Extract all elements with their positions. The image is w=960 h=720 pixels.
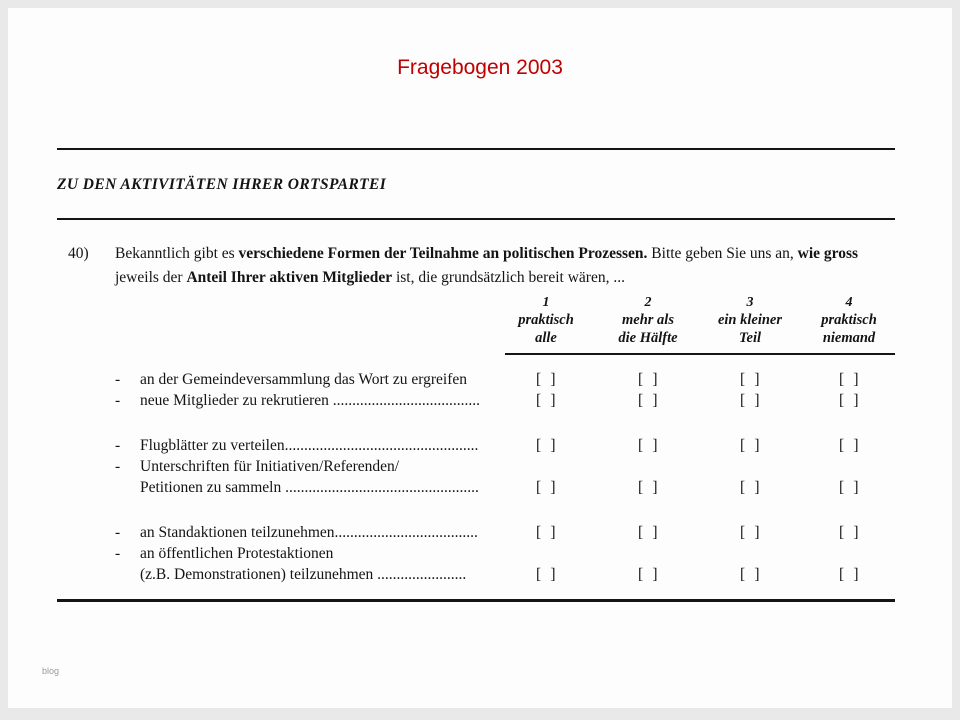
column-label-2-line1: mehr als <box>622 312 674 328</box>
question-text-segment: ist, die grundsätzlich bereit wären, ... <box>392 269 625 286</box>
question-text-segment-bold: verschiedene Formen der Teilnahme an politischen Prozessen. <box>238 245 648 262</box>
column-header-4 <box>801 294 897 347</box>
checkbox-col2[interactable]: [ ] <box>637 524 659 541</box>
checkbox-col1[interactable]: [ ] <box>535 371 557 388</box>
checkbox-col2[interactable]: [ ] <box>637 392 659 409</box>
table-row <box>57 543 895 564</box>
table-row <box>57 390 895 411</box>
checkbox-col2[interactable]: [ ] <box>637 437 659 454</box>
row-dash: - <box>115 524 121 541</box>
question-text-segment: jeweils der <box>115 269 187 286</box>
column-number-3: 3 <box>746 295 754 310</box>
divider-bottom <box>57 599 895 602</box>
checkbox-col3[interactable]: [ ] <box>739 524 761 541</box>
column-header-1 <box>495 294 597 347</box>
column-label-4-line2: niemand <box>822 330 876 346</box>
row-dash <box>115 477 140 498</box>
row-dash: - <box>115 437 121 454</box>
column-header-2 <box>597 294 699 347</box>
checkbox-col3[interactable]: [ ] <box>739 566 761 583</box>
table-row <box>57 456 895 477</box>
checkbox-col4[interactable]: [ ] <box>838 371 860 388</box>
divider-top <box>57 148 895 150</box>
row-label: neue Mitglieder zu rekrutieren ...................................... <box>140 392 481 409</box>
row-label: Petitionen zu sammeln .................................................. <box>140 479 479 496</box>
question-text-segment: Bekanntlich gibt es <box>115 245 239 262</box>
row-dash: - <box>115 371 121 388</box>
question-text <box>115 242 867 290</box>
answer-scale-header <box>57 294 895 347</box>
checkbox-col3[interactable]: [ ] <box>739 479 761 496</box>
checkbox-col4[interactable]: [ ] <box>838 524 860 541</box>
row-label: an Standaktionen teilzunehmen..................................... <box>140 524 478 541</box>
checkbox-col2[interactable]: [ ] <box>637 566 659 583</box>
column-header-3 <box>699 294 801 347</box>
question-40 <box>57 242 895 290</box>
row-dash: - <box>115 545 121 562</box>
row-dash: - <box>115 392 121 409</box>
table-row <box>57 369 895 390</box>
section-heading: ZU DEN AKTIVITÄTEN IHRER ORTSPARTEI <box>57 176 387 193</box>
row-label: (z.B. Demonstrationen) teilzunehmen ....................... <box>140 566 467 583</box>
column-label-1-line2: alle <box>535 330 557 346</box>
row-label: Unterschriften für Initiativen/Referenden/ <box>140 458 400 475</box>
column-number-2: 2 <box>644 295 652 310</box>
table-row <box>57 477 895 498</box>
checkbox-col4[interactable]: [ ] <box>838 437 860 454</box>
row-dash <box>115 564 140 585</box>
checkbox-col1[interactable]: [ ] <box>535 479 557 496</box>
checkbox-col2[interactable]: [ ] <box>637 371 659 388</box>
question-text-segment-bold: wie gross <box>797 245 859 262</box>
row-dash: - <box>115 458 121 475</box>
row-label: an öffentlichen Protestaktionen <box>140 545 334 562</box>
checkbox-col1[interactable]: [ ] <box>535 392 557 409</box>
divider-under-scale <box>505 353 895 355</box>
row-label: Flugblätter zu verteilen.................................................. <box>140 437 479 454</box>
table-row <box>57 435 895 456</box>
checkbox-col1[interactable]: [ ] <box>535 566 557 583</box>
question-number: 40) <box>68 245 89 262</box>
table-row <box>57 522 895 543</box>
watermark-text: blog <box>42 666 60 676</box>
column-label-1-line1: praktisch <box>518 312 574 328</box>
slide-page <box>8 8 952 708</box>
column-label-4-line1: praktisch <box>821 312 877 328</box>
checkbox-col1[interactable]: [ ] <box>535 437 557 454</box>
column-label-3-line1: ein kleiner <box>717 312 783 328</box>
checkbox-col4[interactable]: [ ] <box>838 392 860 409</box>
questionnaire-document <box>57 8 895 602</box>
divider-under-heading <box>57 218 895 220</box>
question-text-segment-bold: Anteil Ihrer aktiven Mitglieder <box>186 269 393 286</box>
header-spacer <box>115 294 495 347</box>
column-label-2-line2: die Hälfte <box>618 330 678 346</box>
column-number-4: 4 <box>845 295 853 310</box>
column-number-1: 1 <box>542 295 550 310</box>
table-row <box>57 564 895 585</box>
question-text-segment: Bitte geben Sie uns an, <box>647 245 798 262</box>
checkbox-col4[interactable]: [ ] <box>838 566 860 583</box>
checkbox-col4[interactable]: [ ] <box>838 479 860 496</box>
checkbox-col3[interactable]: [ ] <box>739 392 761 409</box>
checkbox-col3[interactable]: [ ] <box>739 437 761 454</box>
column-label-3-line2: Teil <box>738 330 762 346</box>
row-label: an der Gemeindeversammlung das Wort zu ergreifen <box>140 371 468 388</box>
page-title: Fragebogen 2003 <box>397 56 563 79</box>
checkbox-col3[interactable]: [ ] <box>739 371 761 388</box>
checkbox-col1[interactable]: [ ] <box>535 524 557 541</box>
checkbox-col2[interactable]: [ ] <box>637 479 659 496</box>
